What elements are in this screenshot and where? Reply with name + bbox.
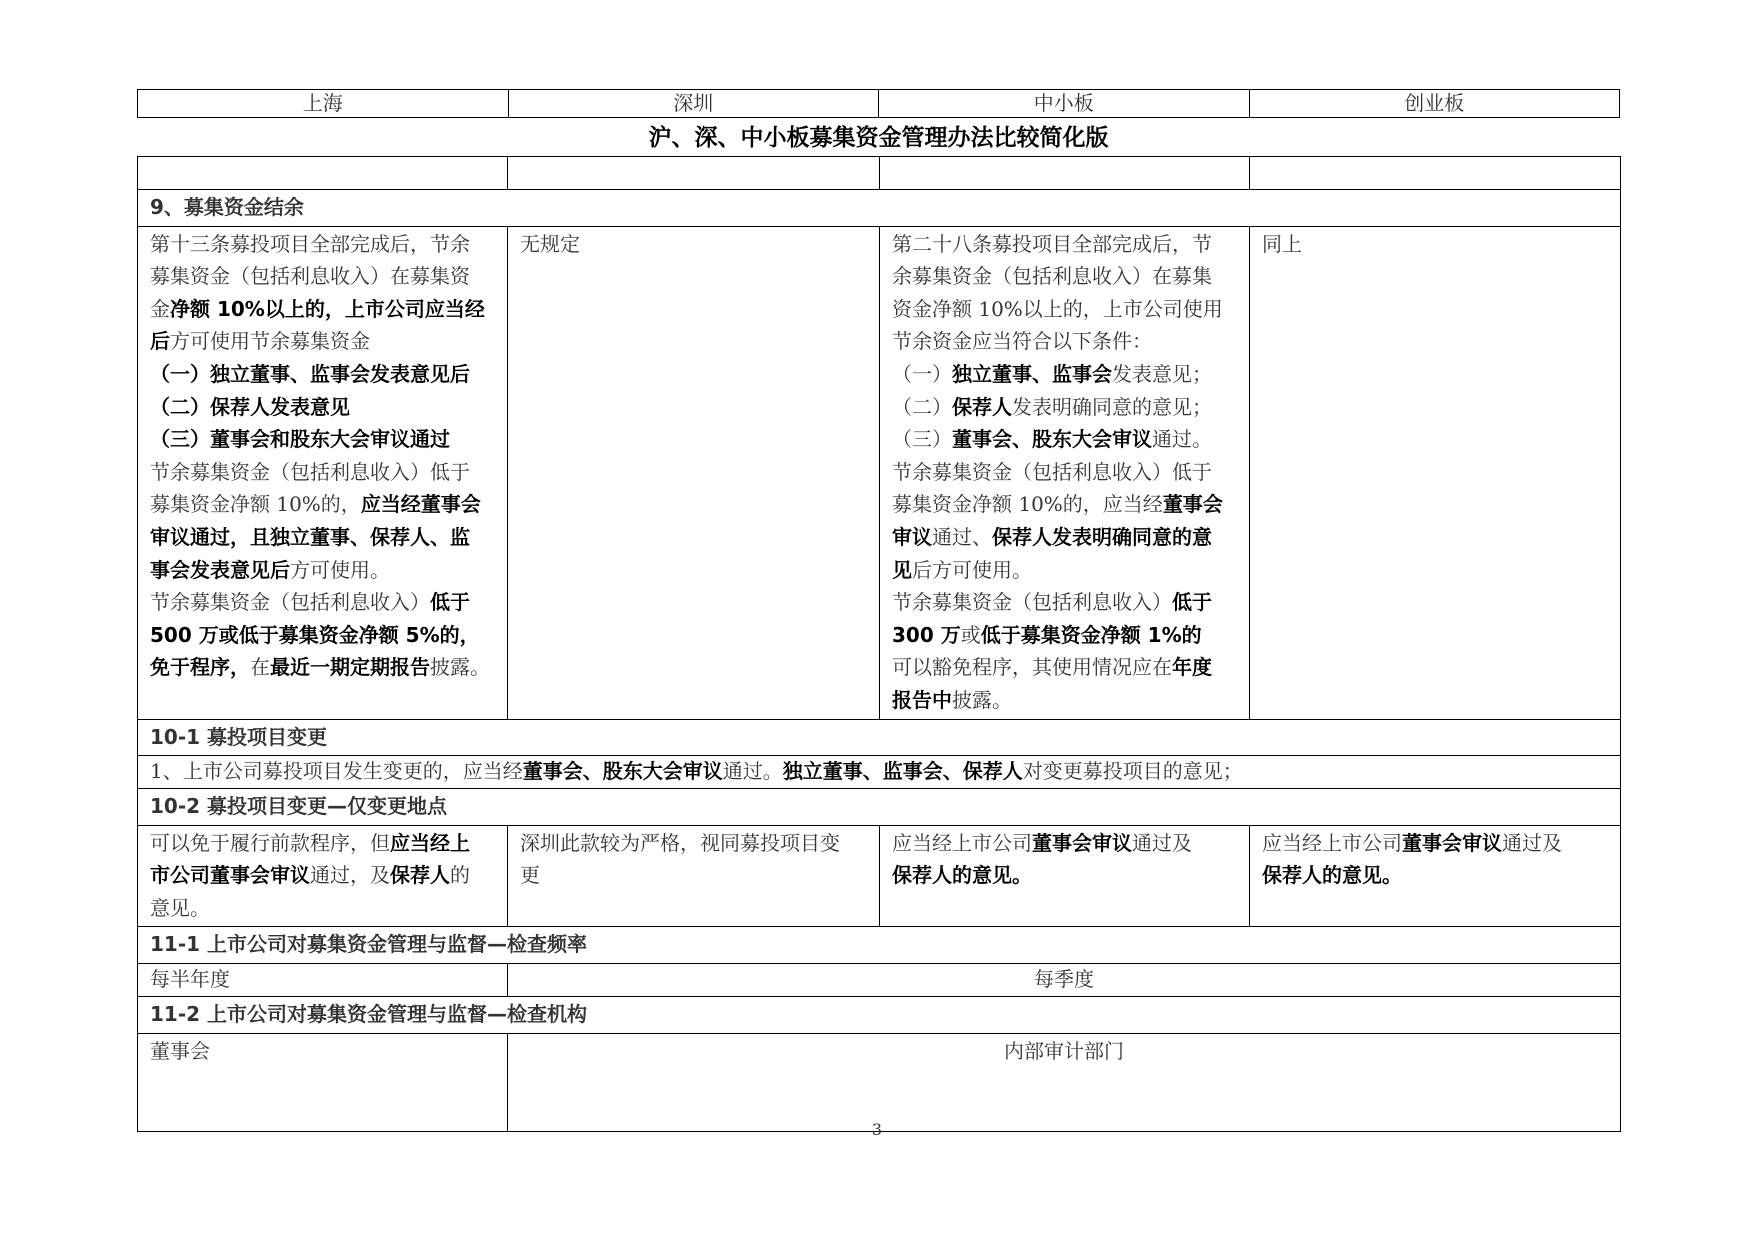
emphasized-text: 董事会、股东大会审议 bbox=[952, 427, 1152, 452]
text-line bbox=[892, 488, 1237, 521]
text-line bbox=[892, 456, 1237, 489]
section-10-2-chinext-cell bbox=[1250, 825, 1621, 927]
text-segment: 通过及 bbox=[1502, 830, 1562, 855]
emphasized-text: 免于程序， bbox=[150, 655, 250, 680]
emphasized-text: 500 万或低于募集资金净额 5%的， bbox=[150, 622, 480, 647]
text-segment: 方可使用节余募集资金 bbox=[170, 329, 370, 354]
text-segment: 的 bbox=[450, 863, 470, 888]
emphasized-text: 年度 bbox=[1172, 655, 1212, 680]
text-segment: 通过，及 bbox=[310, 863, 390, 888]
emphasized-text: （一）独立董事、监事会发表意见后 bbox=[150, 361, 470, 386]
text-segment: 节余募集资金（包括利息收入）低于 bbox=[150, 459, 470, 484]
text-segment: 更 bbox=[520, 863, 540, 888]
section-10-2-sme-cell bbox=[880, 825, 1250, 927]
emphasized-text: 300 万 bbox=[892, 622, 961, 647]
text-segment: 节余募集资金（包括利息收入） bbox=[150, 590, 430, 615]
text-segment: 或 bbox=[960, 622, 981, 647]
text-line bbox=[150, 391, 495, 424]
text-line bbox=[892, 423, 1237, 456]
comparison-table bbox=[137, 156, 1621, 1132]
text-segment: 方可使用。 bbox=[290, 557, 390, 582]
section-heading-11-1: 11-1 上市公司对募集资金管理与监督—检查频率 bbox=[138, 927, 1621, 964]
text-line bbox=[892, 859, 1237, 892]
text-segment: 发表明确同意的意见； bbox=[1012, 394, 1212, 419]
text-line bbox=[520, 859, 867, 892]
text-segment: 同上 bbox=[1262, 231, 1302, 256]
text-line bbox=[1262, 827, 1608, 860]
text-segment: 节余募集资金（包括利息收入）低于 bbox=[892, 459, 1212, 484]
text-segment: 可以免于履行前款程序，但 bbox=[150, 830, 390, 855]
text-segment: 对变更募投项目的意见； bbox=[1022, 759, 1243, 784]
text-segment: 无规定 bbox=[520, 231, 580, 256]
column-header-sme-board: 中小板 bbox=[879, 90, 1250, 118]
text-segment: 节余募集资金（包括利息收入） bbox=[892, 590, 1172, 615]
text-line bbox=[150, 456, 495, 489]
section-11-1-content-row bbox=[138, 964, 1621, 997]
emphasized-text: 低于 bbox=[430, 590, 470, 615]
text-line bbox=[892, 391, 1237, 424]
emphasized-text: 保荐人 bbox=[390, 863, 450, 888]
text-line bbox=[892, 619, 1237, 652]
section-9-shanghai-cell bbox=[138, 226, 508, 719]
text-line bbox=[150, 423, 495, 456]
text-line bbox=[520, 827, 867, 860]
text-line bbox=[892, 358, 1237, 391]
text-segment: 在 bbox=[250, 655, 270, 680]
text-segment: 可以豁免程序，其使用情况应在 bbox=[892, 655, 1172, 680]
text-segment: （二） bbox=[892, 394, 952, 419]
emphasized-text: 董事会审议 bbox=[1402, 830, 1502, 855]
text-segment: 披露。 bbox=[430, 655, 490, 680]
text-line bbox=[892, 260, 1237, 293]
text-segment: （三） bbox=[892, 427, 952, 452]
text-line bbox=[150, 827, 495, 860]
section-heading-10-2: 10-2 募投项目变更—仅变更地点 bbox=[138, 789, 1621, 826]
emphasized-text: 见 bbox=[892, 557, 912, 582]
text-segment: 资金净额 10%以上的，上市公司使用 bbox=[892, 296, 1223, 321]
section-11-2-left-cell: 董事会 bbox=[138, 1033, 508, 1131]
section-10-1-content-row bbox=[138, 756, 1621, 789]
text-line bbox=[1262, 859, 1608, 892]
section-10-1-full-cell bbox=[138, 756, 1621, 789]
text-segment: 募集资金净额 10%的， bbox=[150, 492, 361, 517]
text-segment: 应当经上市公司 bbox=[892, 830, 1032, 855]
column-header-shanghai: 上海 bbox=[138, 90, 509, 118]
section-heading-10-1: 10-1 募投项目变更 bbox=[138, 719, 1621, 756]
emphasized-text: 后 bbox=[150, 329, 170, 354]
text-line bbox=[892, 684, 1237, 717]
text-line bbox=[520, 228, 867, 261]
text-segment: 应当经上市公司 bbox=[1262, 830, 1402, 855]
emphasized-text: 保荐人的意见。 bbox=[1262, 863, 1402, 888]
text-segment: 发表意见； bbox=[1112, 361, 1212, 386]
text-segment: 第十三条募投项目全部完成后，节余 bbox=[150, 231, 470, 256]
section-11-1-left-cell: 每半年度 bbox=[138, 964, 508, 997]
emphasized-text: 报告中 bbox=[892, 687, 952, 712]
text-line bbox=[150, 488, 495, 521]
section-heading-row bbox=[138, 719, 1621, 756]
emphasized-text: 董事会审议 bbox=[1032, 830, 1132, 855]
section-11-2-right-cell: 内部审计部门 bbox=[508, 1033, 1621, 1131]
emphasized-text: 市公司董事会审议 bbox=[150, 863, 310, 888]
text-segment: 通过及 bbox=[1132, 830, 1192, 855]
page-number: 3 bbox=[871, 1120, 883, 1139]
text-line bbox=[892, 827, 1237, 860]
section-9-content-row bbox=[138, 226, 1621, 719]
emphasized-text: 低于 bbox=[1172, 590, 1212, 615]
text-line bbox=[892, 651, 1237, 684]
section-heading-row bbox=[138, 789, 1621, 826]
section-10-2-content-row bbox=[138, 825, 1621, 927]
text-line bbox=[892, 586, 1237, 619]
section-9-sme-cell bbox=[880, 226, 1250, 719]
emphasized-text: 应当经上 bbox=[390, 830, 470, 855]
emphasized-text: 最近一期定期报告 bbox=[270, 655, 430, 680]
section-heading-11-2: 11-2 上市公司对募集资金管理与监督—检查机构 bbox=[138, 997, 1621, 1034]
text-line bbox=[150, 325, 495, 358]
section-9-chinext-cell bbox=[1250, 226, 1621, 719]
text-segment: 1、上市公司募投项目发生变更的，应当经 bbox=[150, 759, 523, 784]
text-line bbox=[150, 521, 495, 554]
text-segment: 通过。 bbox=[1152, 427, 1212, 452]
text-segment: 金 bbox=[150, 296, 170, 321]
emphasized-text: 审议 bbox=[892, 524, 932, 549]
text-segment: 后方可使用。 bbox=[912, 557, 1032, 582]
emphasized-text: 独立董事、监事会 bbox=[952, 361, 1112, 386]
text-line bbox=[892, 325, 1237, 358]
section-heading-row bbox=[138, 927, 1621, 964]
text-line bbox=[150, 586, 495, 619]
text-line bbox=[150, 892, 495, 925]
emphasized-text: 独立董事、监事会、保荐人 bbox=[782, 759, 1023, 784]
text-segment: 通过、 bbox=[932, 524, 992, 549]
section-heading-row bbox=[138, 190, 1621, 227]
emphasized-text: 低于募集资金净额 1%的 bbox=[980, 622, 1202, 647]
text-segment: 第二十八条募投项目全部完成后，节 bbox=[892, 231, 1212, 256]
section-10-2-shenzhen-cell bbox=[508, 825, 880, 927]
text-line bbox=[892, 293, 1237, 326]
text-line bbox=[150, 554, 495, 587]
text-line bbox=[892, 228, 1237, 261]
text-line bbox=[150, 859, 495, 892]
column-header-chinext: 创业板 bbox=[1249, 90, 1620, 118]
section-heading-9: 9、募集资金结余 bbox=[138, 190, 1621, 227]
emphasized-text: 应当经董事会 bbox=[360, 492, 481, 517]
emphasized-text: 净额 10%以上的，上市公司应当经 bbox=[170, 296, 485, 321]
emphasized-text: 董事会、股东大会审议 bbox=[522, 759, 723, 784]
text-segment: 意见。 bbox=[150, 895, 210, 920]
emphasized-text: 事会发表意见后 bbox=[150, 557, 290, 582]
emphasized-text: （三）董事会和股东大会审议通过 bbox=[150, 427, 450, 452]
text-segment: （一） bbox=[892, 361, 952, 386]
section-11-2-content-row bbox=[138, 1033, 1621, 1131]
text-segment: 募集资金净额 10%的，应当经 bbox=[892, 492, 1163, 517]
document-title: 沪、深、中小板募集资金管理办法比较简化版 bbox=[648, 125, 1109, 151]
text-segment: 深圳此款较为严格，视同募投项目变 bbox=[520, 830, 840, 855]
text-segment: 通过。 bbox=[722, 759, 783, 784]
text-line bbox=[150, 651, 495, 684]
text-line bbox=[892, 554, 1237, 587]
text-segment: 节余资金应当符合以下条件： bbox=[892, 329, 1152, 354]
text-segment: 余募集资金（包括利息收入）在募集 bbox=[892, 264, 1212, 289]
emphasized-text: 董事会 bbox=[1162, 492, 1223, 517]
text-line bbox=[892, 521, 1237, 554]
emphasized-text: 审议通过，且独立董事、保荐人、监 bbox=[150, 524, 470, 549]
text-line bbox=[150, 358, 495, 391]
column-header-table bbox=[137, 89, 1620, 118]
text-line bbox=[150, 228, 495, 261]
text-segment: 披露。 bbox=[952, 687, 1012, 712]
text-line bbox=[150, 293, 495, 326]
section-9-shenzhen-cell bbox=[508, 226, 880, 719]
text-segment: 募集资金（包括利息收入）在募集资 bbox=[150, 264, 470, 289]
section-11-1-right-cell: 每季度 bbox=[508, 964, 1621, 997]
text-line bbox=[1262, 228, 1608, 261]
emphasized-text: （二）保荐人发表意见 bbox=[150, 394, 350, 419]
column-header-shenzhen: 深圳 bbox=[508, 90, 879, 118]
section-heading-row bbox=[138, 997, 1621, 1034]
blank-row bbox=[138, 157, 1621, 190]
emphasized-text: 保荐人的意见。 bbox=[892, 863, 1032, 888]
text-line bbox=[150, 619, 495, 652]
text-line bbox=[150, 260, 495, 293]
emphasized-text: 保荐人 bbox=[952, 394, 1012, 419]
section-10-2-shanghai-cell bbox=[138, 825, 508, 927]
emphasized-text: 保荐人发表明确同意的意 bbox=[992, 524, 1212, 549]
